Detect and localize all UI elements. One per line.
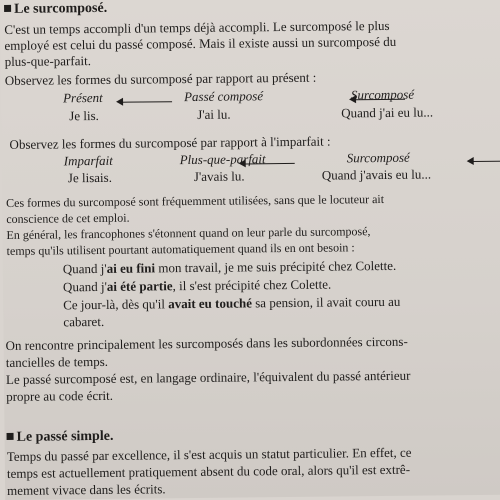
example-plus-que-parfait: J'avais lu. [193,168,245,184]
left-arrow-icon [467,156,500,167]
example-imparfait: Je lisais. [67,169,113,186]
paragraph-line: conscience de cet emploi. [6,210,130,226]
present-intro: Observez les formes du surcomposé par rapport au présent : [4,69,317,88]
square-bullet-icon [7,433,14,440]
example-surcompose: Quand j'avais eu lu... [321,166,432,183]
square-bullet-icon [4,5,11,12]
example-passe-compose: J'ai lu. [197,106,231,122]
label-imparfait: Imparfait [63,152,113,169]
label-plus-que-parfait: Plus-que-parfait [179,151,266,168]
paragraph-line: plus-que-parfait. [4,53,91,69]
example-sentence: cabaret. [63,313,105,330]
label-present: Présent [62,89,103,106]
paragraph-line: C'est un temps accompli d'un temps déjà accompli. Le surcomposé le plus [4,17,390,37]
imparfait-intro: Observez les formes du surcomposé par rapport à l'imparfait : [9,133,331,152]
paragraph-line: propre au code écrit. [6,387,114,404]
paragraph-line: temps est actuellement pratiquement absent du code oral, alors qu'il est extrê- [6,461,411,481]
label-surcompose: Surcomposé [346,149,410,166]
label-surcompose: Surcomposé [350,86,415,103]
section-heading-surcompose: Le surcomposé. [4,1,107,17]
paragraph-line: Temps du passé par excellence, il s'est acquis un statut particulier. En effet, ce [6,444,412,464]
example-sentence: Ce jour-là, dès qu'il avait eu touché sa pension, il avait couru au [63,293,401,313]
left-arrow-icon [116,97,172,108]
example-surcompose: Quand j'ai eu lu... [341,104,434,121]
label-passe-compose: Passé composé [183,88,264,105]
section-heading-passe-simple: Le passé simple. [7,429,114,445]
paragraph-line: mement vivace dans les écrits. [7,481,166,498]
paragraph-line: tancielles de temps. [5,353,109,370]
paragraph-line: Le passé surcomposé est, en langage ordinaire, l'équivalent du passé antérieur [5,367,411,387]
paragraph-line: En général, les francophones s'étonnent quand on leur parle du surcomposé, [6,224,371,242]
paragraph-line: employé est celui du passé composé. Mais il existe aussi un surcomposé du [4,33,397,53]
paragraph-line: temps qu'ils utilisent pourtant automatiquement quand ils en ont besoin : [6,240,355,258]
example-present: Je lis. [69,107,99,124]
paragraph-line: Ces formes du surcomposé sont fréquemment utilisées, sans que le locuteur ait [6,191,385,210]
example-sentence: Quand j'ai eu fini mon travail, je me suis précipité chez Colette. [62,257,397,277]
paragraph-line: On rencontre principalement les surcomposés dans les subordonnées circons- [5,333,408,353]
example-sentence: Quand j'ai été partie, il s'est précipité chez Colette. [62,276,332,295]
